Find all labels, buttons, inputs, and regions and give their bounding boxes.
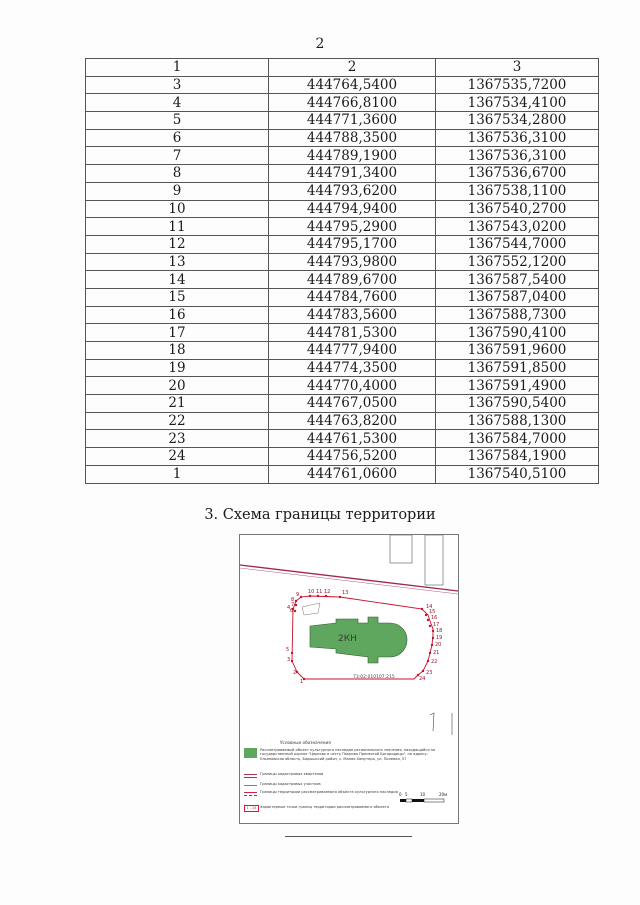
- table-cell: 1367591,4900: [436, 377, 599, 395]
- boundary-point-label: 11: [316, 589, 323, 595]
- table-row: [86, 412, 599, 430]
- legend-swatch-object: [244, 748, 257, 758]
- table-cell: 21: [86, 395, 269, 413]
- table-cell: 444781,5300: [269, 324, 436, 342]
- table-cell: 4: [86, 94, 269, 112]
- table-cell: 8: [86, 165, 269, 183]
- building-outline: [425, 535, 443, 585]
- table-cell: 6: [86, 129, 269, 147]
- table-cell: 1367538,1100: [436, 182, 599, 200]
- table-cell: 444767,0500: [269, 395, 436, 413]
- boundary-point: [294, 610, 296, 612]
- table-row: [86, 306, 599, 324]
- boundary-point-label: 8: [291, 597, 295, 603]
- table-row: [86, 271, 599, 289]
- church-object: [310, 617, 407, 663]
- territory-scheme-map: [239, 534, 459, 824]
- boundary-point: [431, 644, 433, 646]
- map-drawing: [240, 535, 458, 735]
- boundary-point-label: 23: [426, 670, 433, 676]
- table-cell: 444789,6700: [269, 271, 436, 289]
- boundary-point-label: 14: [426, 604, 433, 610]
- table-cell: 444783,5600: [269, 306, 436, 324]
- cadastral-label: 73:02:010107:215: [353, 675, 395, 680]
- table-cell: 1367590,4100: [436, 324, 599, 342]
- table-cell: 1367534,2800: [436, 112, 599, 130]
- table-cell: 444791,3400: [269, 165, 436, 183]
- table-cell: 14: [86, 271, 269, 289]
- table-cell: 18: [86, 342, 269, 360]
- map-legend: Условные обозначения Рассматриваемый объект культурного наследия регионального значения, находящийся по государственной охране "Церковь в честь Покрова Пресвятой Богородицы", по адресу: Ульяновская область, Барышский район, с. Малая Хомутерь, ул. Полевая, 57 Границы кадастровых кварталов Границы кадастровых участков Границы территории рассматриваемого объекта культурного наследия 1 - 24 Характерные точки границ территории рассматриваемого объекта: [240, 735, 458, 823]
- section-title: 3. Схема границы территории: [204, 507, 436, 523]
- boundary-point-label: 13: [342, 590, 349, 596]
- table-cell: 1367587,5400: [436, 271, 599, 289]
- table-cell: 15: [86, 288, 269, 306]
- scale-bar: 0 5 10 20м: [398, 791, 448, 805]
- table-cell: 444793,9800: [269, 253, 436, 271]
- table-cell: 16: [86, 306, 269, 324]
- table-cell: 444761,5300: [269, 430, 436, 448]
- table-cell: 444766,8100: [269, 94, 436, 112]
- boundary-point: [295, 604, 297, 606]
- boundary-point-label: 17: [433, 622, 440, 628]
- table-cell: 1367591,9600: [436, 342, 599, 360]
- table-cell: 11: [86, 218, 269, 236]
- table-cell: 1367584,1900: [436, 448, 599, 466]
- boundary-point: [422, 670, 424, 672]
- boundary-point-label: 7: [291, 602, 295, 608]
- table-cell: 10: [86, 200, 269, 218]
- legend-swatch-quarter: [244, 774, 257, 778]
- table-cell: 444784,7600: [269, 288, 436, 306]
- boundary-point: [427, 660, 429, 662]
- boundary-point: [325, 595, 327, 597]
- table-row: [86, 359, 599, 377]
- boundary-point-label: 9: [296, 592, 300, 598]
- table-cell: 444771,3600: [269, 112, 436, 130]
- table-cell: 1367534,4100: [436, 94, 599, 112]
- table-cell: 17: [86, 324, 269, 342]
- fence-line: [430, 713, 434, 731]
- table-row: [86, 448, 599, 466]
- table-row: [86, 377, 599, 395]
- table-cell: 1367544,7000: [436, 235, 599, 253]
- legend-swatch-territory: [244, 792, 257, 796]
- boundary-point: [295, 600, 297, 602]
- boundary-point: [432, 637, 434, 639]
- boundary-point: [429, 652, 431, 654]
- boundary-point: [300, 596, 302, 598]
- parcel-outline: [302, 603, 320, 615]
- boundary-point-label: 16: [431, 615, 438, 621]
- table-row: [86, 288, 599, 306]
- table-row: [86, 129, 599, 147]
- table-cell: 1367588,1300: [436, 412, 599, 430]
- table-cell: 12: [86, 235, 269, 253]
- table-row: [86, 147, 599, 165]
- table-cell: 20: [86, 377, 269, 395]
- boundary-point-label: 24: [419, 676, 426, 682]
- table-cell: 1367543,0200: [436, 218, 599, 236]
- table-cell: 5: [86, 112, 269, 130]
- table-cell: 444789,1900: [269, 147, 436, 165]
- table-cell: 444793,6200: [269, 182, 436, 200]
- table-cell: 1367536,3100: [436, 129, 599, 147]
- boundary-point-label: 10: [308, 589, 315, 595]
- table-cell: 444795,1700: [269, 235, 436, 253]
- table-cell: 1367591,8500: [436, 359, 599, 377]
- table-row: [86, 200, 599, 218]
- boundary-point: [291, 652, 293, 654]
- table-cell: 19: [86, 359, 269, 377]
- table-cell: 1367590,5400: [436, 395, 599, 413]
- building-outline: [390, 535, 412, 563]
- table-row: [86, 218, 599, 236]
- boundary-point-label: 4: [287, 605, 291, 611]
- table-cell: 9: [86, 182, 269, 200]
- boundary-point-label: 5: [286, 647, 290, 653]
- boundary-point: [432, 630, 434, 632]
- boundary-point: [425, 614, 427, 616]
- table-cell: 3: [436, 59, 599, 77]
- legend-title: Условные обозначения: [280, 740, 331, 745]
- table-cell: 1367540,2700: [436, 200, 599, 218]
- table-row: [86, 94, 599, 112]
- table-cell: 1: [86, 465, 269, 483]
- coordinates-table: [85, 58, 599, 484]
- boundary-point-label: 20: [435, 642, 442, 648]
- table-row: [86, 253, 599, 271]
- table-cell: 444770,4000: [269, 377, 436, 395]
- table-cell: 1: [86, 59, 269, 77]
- object-label: 2КН: [338, 634, 357, 644]
- table-row: [86, 465, 599, 483]
- table-cell: 7: [86, 147, 269, 165]
- table-cell: 3: [86, 76, 269, 94]
- legend-swatch-parcels: [244, 785, 257, 786]
- boundary-point-label: 15: [429, 609, 436, 615]
- table-cell: 444794,9400: [269, 200, 436, 218]
- boundary-point: [309, 595, 311, 597]
- boundary-point-label: 3: [287, 657, 291, 663]
- table-cell: 1367536,6700: [436, 165, 599, 183]
- boundary-point: [317, 595, 319, 597]
- page-number: 2: [315, 36, 325, 52]
- boundary-point-label: 1: [300, 679, 304, 685]
- table-cell: 24: [86, 448, 269, 466]
- table-row: [86, 76, 599, 94]
- table-cell: 1367536,3100: [436, 147, 599, 165]
- table-row: [86, 165, 599, 183]
- footer-divider: [285, 836, 412, 837]
- table-cell: 1367588,7300: [436, 306, 599, 324]
- boundary-point-label: 21: [433, 650, 440, 656]
- table-cell: 444764,5400: [269, 76, 436, 94]
- table-cell: 1367584,7000: [436, 430, 599, 448]
- legend-swatch-points: 1 - 24: [244, 805, 259, 812]
- table-cell: 444756,5200: [269, 448, 436, 466]
- table-header-row: [86, 59, 599, 77]
- boundary-point: [291, 660, 293, 662]
- table-cell: 13: [86, 253, 269, 271]
- boundary-point-label: 18: [436, 628, 443, 634]
- boundary-point-label: 19: [436, 635, 443, 641]
- table-cell: 444774,3500: [269, 359, 436, 377]
- table-cell: 444763,8200: [269, 412, 436, 430]
- table-cell: 1367535,7200: [436, 76, 599, 94]
- table-cell: 444761,0600: [269, 465, 436, 483]
- boundary-point-label: 12: [324, 589, 331, 595]
- table-cell: 444777,9400: [269, 342, 436, 360]
- boundary-point: [427, 619, 429, 621]
- table-cell: 1367540,5100: [436, 465, 599, 483]
- table-row: [86, 182, 599, 200]
- boundary-point-label: 6: [290, 608, 294, 614]
- boundary-point-label: 2: [293, 670, 297, 676]
- table-row: [86, 430, 599, 448]
- table-cell: 23: [86, 430, 269, 448]
- table-row: [86, 112, 599, 130]
- table-cell: 444788,3500: [269, 129, 436, 147]
- table-cell: 1367587,0400: [436, 288, 599, 306]
- boundary-point: [421, 608, 423, 610]
- boundary-point: [339, 596, 341, 598]
- boundary-point: [429, 625, 431, 627]
- table-cell: 22: [86, 412, 269, 430]
- table-cell: 2: [269, 59, 436, 77]
- table-row: [86, 235, 599, 253]
- table-row: [86, 324, 599, 342]
- table-row: [86, 342, 599, 360]
- boundary-point-label: 22: [431, 659, 438, 665]
- table-cell: 1367552,1200: [436, 253, 599, 271]
- table-cell: 444795,2900: [269, 218, 436, 236]
- table-row: [86, 395, 599, 413]
